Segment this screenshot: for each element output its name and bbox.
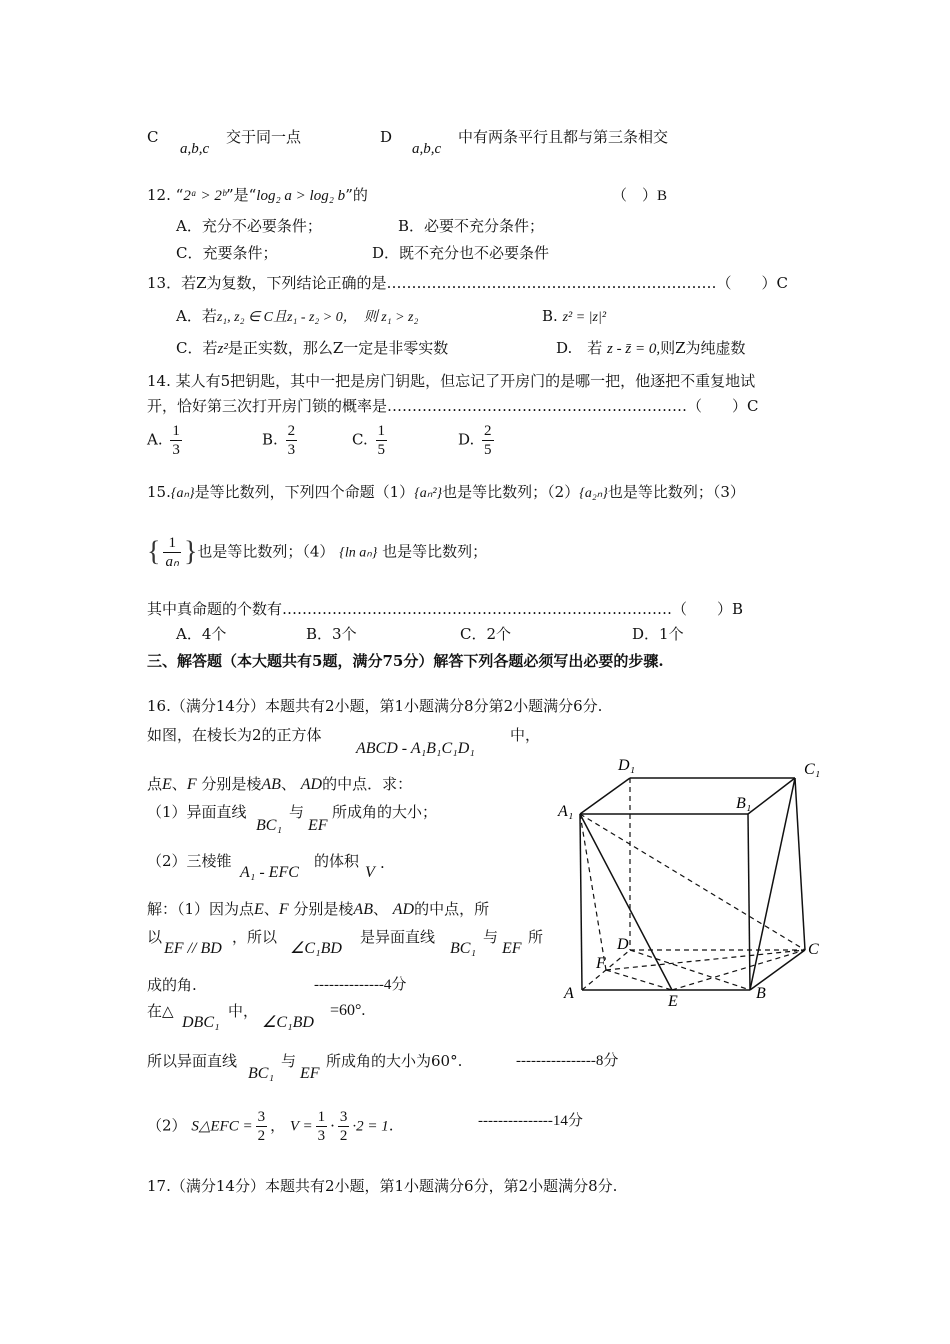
q16-solution-line-6 <box>147 1108 394 1145</box>
q13-option-b <box>542 305 606 329</box>
label-f: F <box>596 955 606 972</box>
q16-s1-sep: 、 <box>263 900 279 918</box>
q13-c-math: z² <box>217 341 228 357</box>
q16-header: 16.（满分14分）本题共有2小题，第1小题满分8分第2小题满分6分. <box>147 697 603 715</box>
q11-option-d <box>380 126 392 148</box>
label-b: B <box>756 985 766 1002</box>
q16-l2-f: F <box>186 776 197 793</box>
q16-s6-fraction-1: $\frac{3}{2}$ <box>257 1109 266 1144</box>
q13-option-c <box>176 337 448 360</box>
q16-line-2 <box>147 773 412 796</box>
label-e: E <box>668 993 678 1010</box>
q16-p2-v: V <box>365 864 375 881</box>
q16-s5-with: 与 <box>281 1052 297 1070</box>
q11-c-variables: a,b,c <box>180 141 210 157</box>
q15-text-4: 也是等比数列；（4） <box>197 542 335 561</box>
q16-s4-angle: ∠C₁BD <box>262 1014 314 1031</box>
q13-c-label: C．若 <box>176 339 218 357</box>
q15-sequence: {aₙ} <box>170 486 195 501</box>
q16-l2-a: 点 <box>147 775 163 793</box>
q15-line-1 <box>147 481 745 505</box>
q16-p2-end: . <box>380 854 385 872</box>
q16-s2-bc1: BC₁ <box>450 940 477 957</box>
q16-score-4: --------------4分 <box>314 977 407 993</box>
q14-c-label: C. <box>352 430 368 449</box>
q16-s1-b: 分别是棱 <box>293 900 354 918</box>
q16-s6-period: . <box>388 1116 394 1135</box>
q15-reciprocal-fraction: $\frac{1}{\text{aₙ}}$ <box>165 535 179 570</box>
q15-text-1: 是等比数列，下列四个命题（1） <box>194 483 415 501</box>
q14-b-fraction: $\frac{2}{3}$ <box>287 423 296 458</box>
q13-stem: 13．若Z为复数，下列结论正确的是…………………………………………………………（ ）C <box>147 274 788 292</box>
q15-option-b: B．3个 <box>306 625 357 643</box>
q12-quote-mid: ”是“ <box>225 186 257 204</box>
q16-cube-name: ABCD - A₁B₁C₁D₁ <box>356 740 475 757</box>
q17-header: 17.（满分14分）本题共有2小题，第1小题满分6分，第2小题满分8分. <box>147 1177 618 1195</box>
label-c: C <box>808 941 819 958</box>
q16-s6-fraction-2: $\frac{1}{3}$ <box>317 1109 326 1144</box>
q15-text-3: 也是等比数列；（3） <box>607 483 745 501</box>
q16-p1-bc1: BC₁ <box>256 817 283 834</box>
q12-number: 12. <box>147 186 171 204</box>
q14-option-c <box>352 422 390 459</box>
q16-solution-line-2 <box>147 926 162 948</box>
q16-l2-sep: 、 <box>171 775 187 793</box>
q16-s1-f: F <box>278 901 289 918</box>
q13-a-label: A．若 <box>176 307 217 325</box>
label-a1: A₁ <box>558 803 574 820</box>
q16-p1-ef: EF <box>308 817 328 834</box>
q16-s6-tail: ·2 = 1 <box>352 1118 389 1135</box>
cube-figure <box>550 750 840 1015</box>
q12-condition-1: 2ᵃ > 2ᵇ <box>183 188 226 204</box>
q16-s5-bc1: BC₁ <box>248 1065 275 1082</box>
q16-l2-e: E <box>162 776 172 793</box>
q16-s1-sep2: 、 <box>372 900 388 918</box>
q16-line-1 <box>147 724 322 746</box>
q13-b-label: B. <box>542 307 558 325</box>
label-d: D <box>617 936 629 953</box>
q11-c-text: 交于同一点 <box>226 128 302 146</box>
q16-s2-angle: ∠C₁BD <box>290 940 342 957</box>
q12-option-c: C．充要条件； <box>176 244 278 262</box>
q16-s4-triangle: DBC₁ <box>182 1014 220 1031</box>
section-3-heading: 三、解答题（本大题共有5题，满分75分）解答下列各题必须写出必要的步骤. <box>147 652 664 670</box>
q16-s6-v: V = <box>289 1118 313 1135</box>
q16-s5-ef: EF <box>300 1065 320 1082</box>
q16-p2-volume-text: 的体积 <box>314 852 360 870</box>
q14-d-label: D. <box>458 430 475 449</box>
q16-p2-pyramid: A₁ - EFC <box>240 864 299 881</box>
q16-l2-sep2: 、 <box>280 775 296 793</box>
q16-s2-with: 与 <box>483 928 499 946</box>
q16-s1-a: 解：（1）因为点 <box>147 900 255 918</box>
question-12 <box>147 184 368 207</box>
q14-option-a <box>147 422 185 459</box>
q14-stem-line-2: 开，恰好第三次打开房门锁的概率是……………………………………………………（ ）C <box>147 397 759 415</box>
q15-option-c: C．2个 <box>460 625 512 643</box>
q13-option-a <box>176 305 418 329</box>
q16-s6-dot: · <box>330 1116 335 1135</box>
q13-option-d <box>556 337 746 360</box>
q14-d-fraction: $\frac{2}{5}$ <box>484 423 492 458</box>
q14-b-label: B. <box>262 430 278 449</box>
q15-text-5: 也是等比数列； <box>382 542 488 561</box>
q13-b-math: z² = |z|² <box>562 310 607 325</box>
q16-s4-value: =60°. <box>330 1002 366 1019</box>
label-d1: D₁ <box>618 757 636 774</box>
q16-s4-in: 中， <box>228 1002 259 1020</box>
q16-l2-ab: AB <box>261 776 281 793</box>
q16-solution-line-5: 所以异面直线 <box>147 1052 238 1070</box>
q16-s2-so: ，所以 <box>232 928 278 946</box>
q11-d-variables: a,b,c <box>412 141 442 157</box>
q12-condition-2: log₂ a > log₂ b <box>256 188 346 204</box>
q16-p1-end: 所成角的大小； <box>332 803 438 821</box>
q16-l2-c: 的中点．求： <box>322 775 413 793</box>
q16-s6-a: （2） <box>147 1116 187 1135</box>
label-c1: C₁ <box>804 761 821 778</box>
label-b1: B₁ <box>736 795 752 812</box>
q15-sequence-squared: {aₙ²} <box>414 486 443 501</box>
q13-d-text: 则Z为纯虚数 <box>660 339 746 357</box>
q14-a-fraction: $\frac{1}{3}$ <box>172 423 180 458</box>
q15-sequence-even: {a₂ₙ} <box>579 486 608 501</box>
q16-s2-a: 以 <box>147 928 163 946</box>
q13-a-math: z₁, z₂ ∈ C且z₁ - z₂ > 0， 则 z₁ > z₂ <box>216 310 419 325</box>
q16-s6-area: S△EFC = <box>191 1118 253 1135</box>
q16-l2-b: 分别是棱 <box>201 775 262 793</box>
q16-l2-ad: AD <box>300 776 323 793</box>
q11-c-letter: C <box>147 128 159 146</box>
q16-s1-e: E <box>254 901 264 918</box>
q16-s2-ef: EF <box>502 940 522 957</box>
q12-quote-open: “ <box>175 186 184 204</box>
q14-option-d <box>458 422 497 459</box>
q12-quote-close: ”的 <box>345 186 368 204</box>
q15-stem: 其中真命题的个数有……………………………………………………………………（ ）B <box>147 600 744 618</box>
q16-part-1 <box>147 801 247 823</box>
q15-number: 15. <box>147 483 171 501</box>
q13-d-label: D. 若 <box>556 339 603 357</box>
q11-option-c <box>147 126 158 148</box>
q15-line-2 <box>147 534 487 571</box>
q14-a-label: A. <box>147 430 163 449</box>
q13-c-text: 是正实数，那么Z一定是非零实数 <box>227 339 449 357</box>
q16-s2-parallel: EF // BD <box>164 940 222 957</box>
q15-brace-close: } <box>183 536 198 568</box>
q16-s1-ab: AB <box>353 901 373 918</box>
q16-s6-fraction-3: $\frac{3}{2}$ <box>339 1109 348 1144</box>
label-a: A <box>564 985 574 1002</box>
q15-log-sequence: {ln aₙ} <box>339 545 378 561</box>
q16-score-8: ----------------8分 <box>516 1053 619 1069</box>
q16-solution-line-3: 成的角. <box>147 976 197 994</box>
q11-d-text: 中有两条平行且都与第三条相交 <box>458 128 669 146</box>
q16-score-14: ---------------14分 <box>478 1113 583 1129</box>
q16-p1-a: （1）异面直线 <box>147 803 247 821</box>
q14-option-b <box>262 422 300 459</box>
q15-option-a: A．4个 <box>176 625 227 643</box>
q14-c-fraction: $\frac{1}{5}$ <box>377 423 385 458</box>
q16-solution-line-4: 在△ <box>147 1002 174 1020</box>
q16-solution-line-1 <box>147 898 489 921</box>
q16-line-1-text: 如图，在棱长为2的正方体 <box>147 726 322 744</box>
q12-answer <box>612 184 667 207</box>
q16-s1-c: 的中点，所 <box>414 900 490 918</box>
q13-d-math: z - z̄ = 0, <box>607 341 661 357</box>
q12-option-a: A．充分不必要条件； <box>176 217 322 235</box>
q12-option-b: B．必要不充分条件； <box>398 217 545 235</box>
q15-brace-open: { <box>147 536 161 568</box>
q15-option-d: D．1个 <box>632 625 684 643</box>
q11-d-letter: D <box>380 128 393 146</box>
q14-stem-line-1: 14. 某人有5把钥匙，其中一把是房门钥匙，但忘记了开房门的是哪一把，他逐把不重复地试 <box>147 372 756 390</box>
q16-part-2: （2）三棱锥 <box>147 852 232 870</box>
q16-s6-comma: ， <box>270 1116 286 1135</box>
q16-p1-with: 与 <box>289 803 305 821</box>
q12-option-d: D．既不充分也不必要条件 <box>372 244 550 262</box>
q16-s5-result: 所成角的大小为60°. <box>326 1052 463 1070</box>
q16-s1-ad: AD <box>392 901 415 918</box>
q15-text-2: 也是等比数列；（2） <box>442 483 580 501</box>
q16-s2-end: 所 <box>528 928 544 946</box>
q16-s2-skew: 是异面直线 <box>360 928 436 946</box>
q12-paren: （ ） <box>612 186 658 204</box>
q16-line-1-end: 中， <box>510 726 541 744</box>
q12-answer-letter: B <box>657 188 668 204</box>
